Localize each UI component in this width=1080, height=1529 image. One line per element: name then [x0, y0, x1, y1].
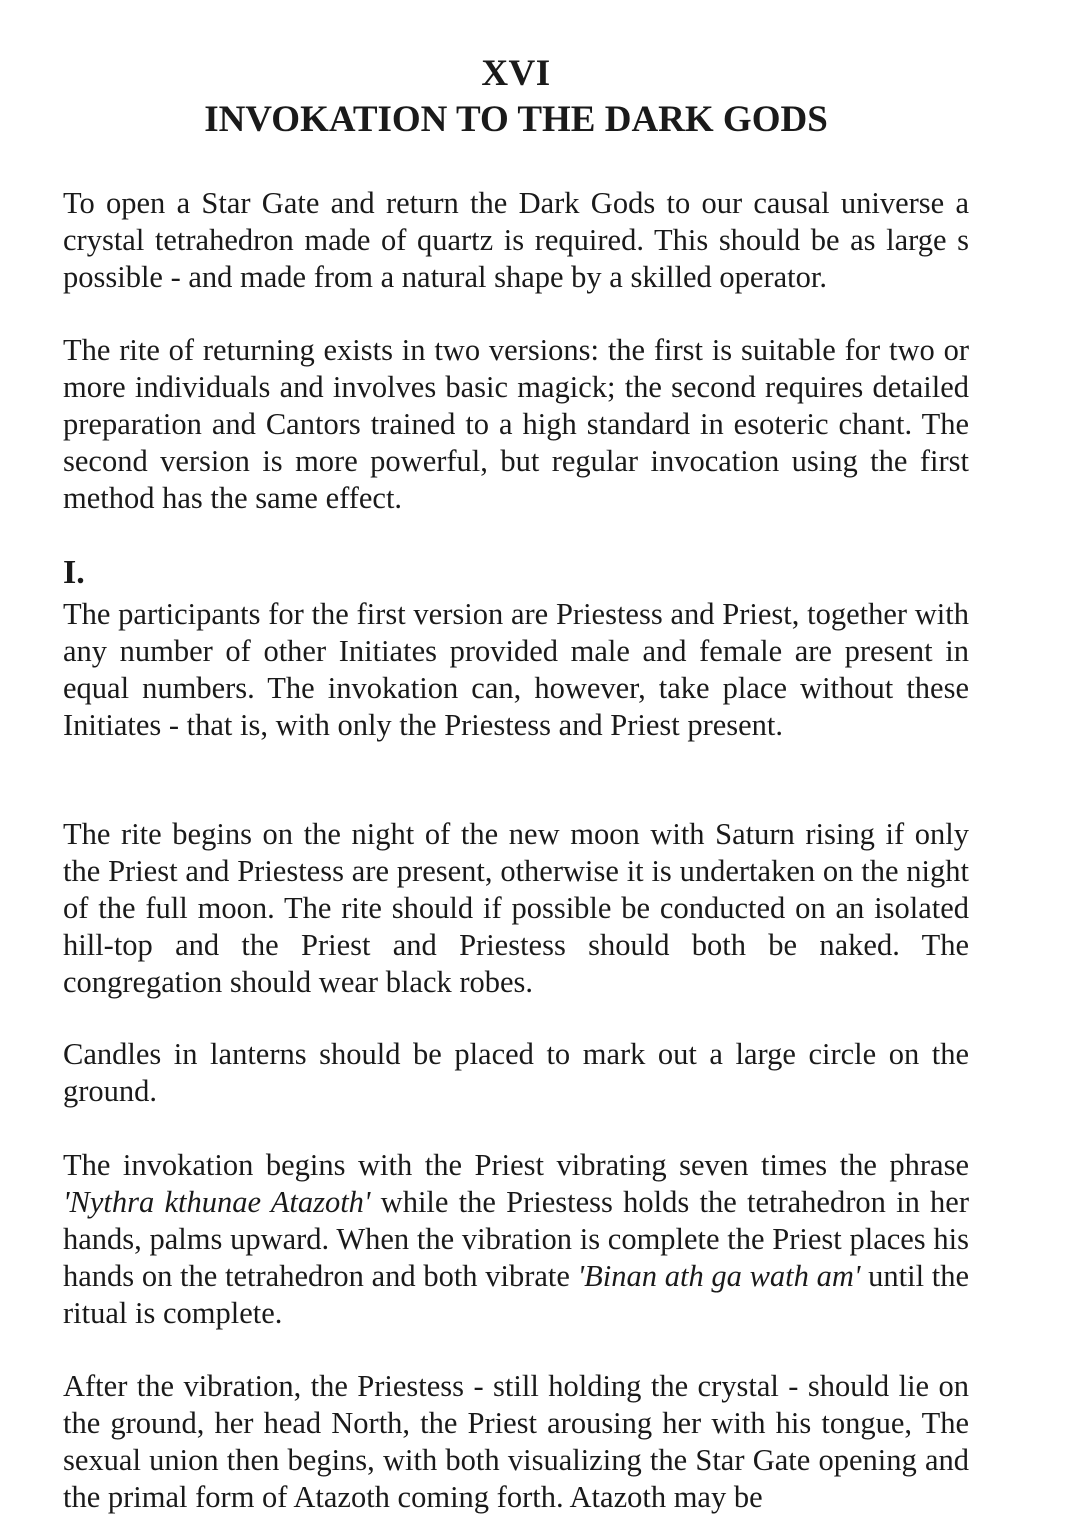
section-heading: I.	[63, 554, 85, 591]
section-paragraph-invokation	[63, 1147, 969, 1332]
chapter-number: XVI	[481, 53, 551, 94]
section-paragraph-final: After the vibration, the Priestess - still holding the crystal - should lie on the ground, her head North, the Priest arousing her with his tongue, The sexual union then begins, with both visualizing the Star Gate opening and the primal form of Atazoth coming forth. Atazoth may be	[63, 1369, 969, 1514]
section-paragraph-participants: The participants for the first version are Priestess and Priest, together with any number of other Initiates provided male and female are present in equal numbers. The invokation can, however, take place without these Initiates - that is, with only the Priestess and Priest present.	[63, 597, 969, 742]
intro-paragraph-1: To open a Star Gate and return the Dark Gods to our causal universe a crystal tetrahedron made of quartz is required. This should be as large s possible - and made from a natural shape by a skilled operator.	[63, 186, 969, 294]
invokation-text-2: while the Priestess holds the tetrahedron in her hands, palms upward. When the vibration is complete the Priest places his hands on the tetrahedron and both vibrate	[63, 1184, 969, 1293]
section-paragraph-rite-begins: The rite begins on the night of the new moon with Saturn rising if only the Priest and Priestess are present, otherwise it is undertaken on the night of the full moon. The rite should if possible be conducted on an isolated hill-top and the Priest and Priestess should both be naked. The congregation should wear black robes.	[63, 817, 969, 999]
invokation-text-3: until the ritual is complete.	[63, 1258, 970, 1330]
invokation-text-1: The invokation begins with the Priest vibrating seven times the phrase	[63, 1148, 969, 1182]
invokation-phrase-1: 'Nythra kthunae Atazoth'	[63, 1184, 371, 1219]
section-paragraph-candles: Candles in lanterns should be placed to mark out a large circle on the ground.	[63, 1037, 969, 1108]
chapter-title: INVOKATION TO THE DARK GODS	[204, 99, 828, 140]
invokation-phrase-2: 'Binan ath ga wath am'	[577, 1258, 861, 1293]
intro-paragraph-2: The rite of returning exists in two versions: the first is suitable for two or more individuals and involves basic magick; the second requires detailed preparation and Cantors trained to a high standard in esoteric chant. The second version is more powerful, but regular invocation using the first method has the same effect.	[63, 333, 969, 515]
